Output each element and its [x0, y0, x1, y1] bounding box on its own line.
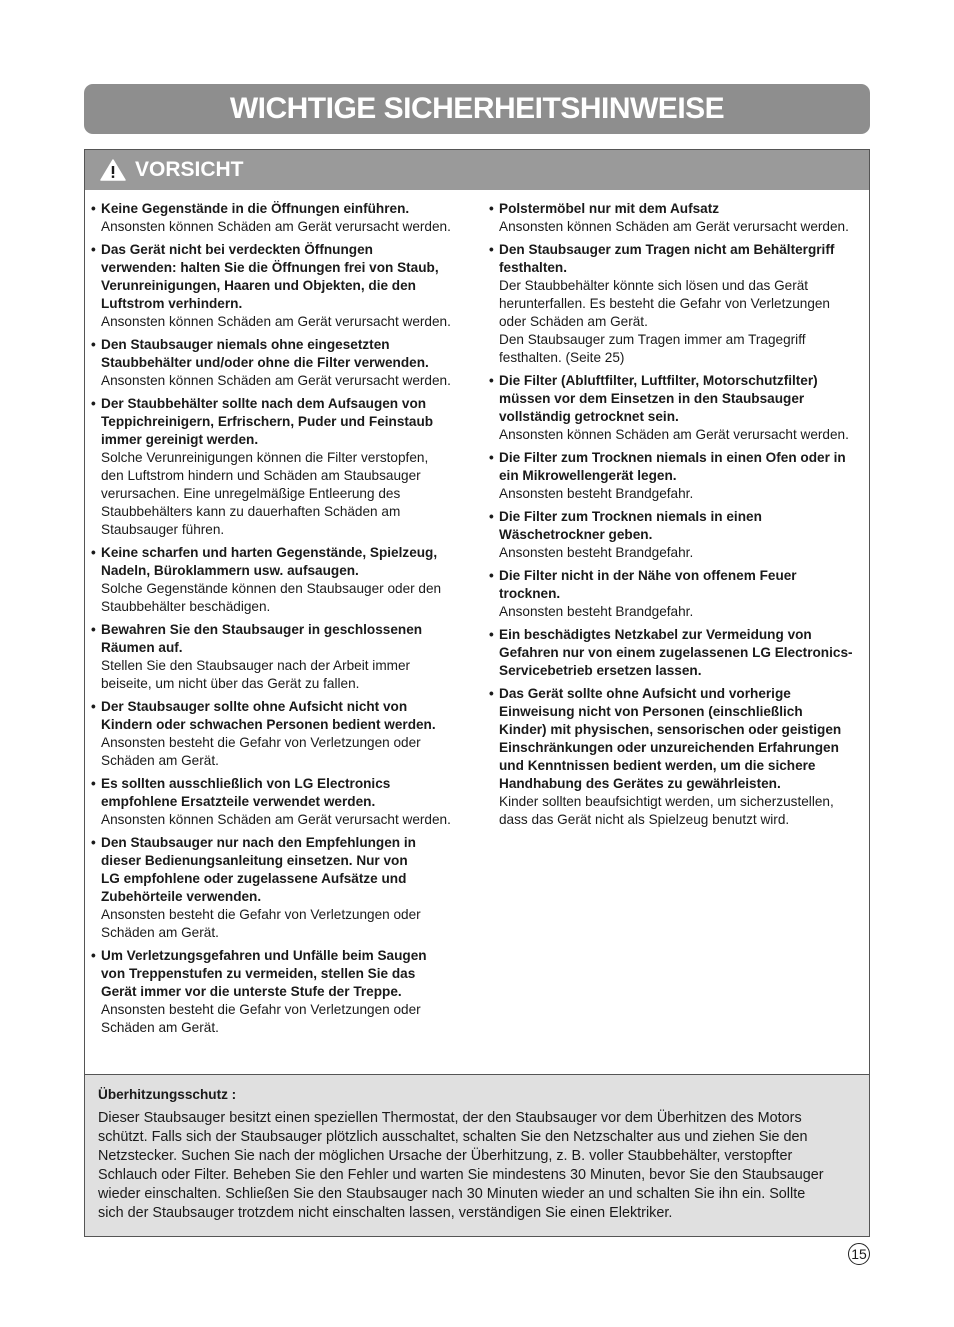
- warning-triangle-icon: [99, 158, 127, 182]
- list-item: [489, 626, 869, 680]
- bullet-marker: •: [91, 201, 96, 216]
- list-item: [91, 834, 481, 942]
- item-body: Ansonsten können Schäden am Gerät verursacht werden.: [101, 314, 451, 329]
- left-column: [91, 200, 481, 1042]
- item-heading: Den Staubsauger zum Tragen nicht am Behältergriff festhalten.: [499, 242, 835, 275]
- list-item: [489, 372, 869, 444]
- item-body: Solche Gegenstände können den Staubsauger oder den Staubbehälter beschädigen.: [101, 581, 442, 614]
- item-heading: Der Staubbehälter sollte nach dem Aufsaugen von Teppichreinigern, Erfrischern, Puder und Feinstaub immer gereinigt werden.: [101, 396, 434, 447]
- bullet-marker: •: [489, 686, 494, 701]
- bullet-marker: •: [91, 699, 96, 714]
- bullet-marker: •: [91, 545, 96, 560]
- bullet-marker: •: [91, 396, 96, 411]
- item-heading: Der Staubsauger sollte ohne Aufsicht nicht von Kindern oder schwachen Personen bedient werden.: [101, 699, 436, 732]
- bullet-marker: •: [489, 242, 494, 257]
- bullet-marker: •: [489, 568, 494, 583]
- list-item: [489, 508, 869, 562]
- item-body: Ansonsten besteht Brandgefahr.: [499, 545, 694, 560]
- item-body: Ansonsten können Schäden am Gerät verursacht werden.: [499, 427, 849, 442]
- item-heading: Die Filter (Abluftfilter, Luftfilter, Motorschutzfilter) müssen vor dem Einsetzen in den Staubsauger vollständig getrocknet sein.: [499, 373, 818, 424]
- item-body: Ansonsten besteht Brandgefahr.: [499, 604, 694, 619]
- bullet-marker: •: [489, 450, 494, 465]
- item-heading: Den Staubsauger niemals ohne eingesetzten Staubbehälter und/oder ohne die Filter verwenden.: [101, 337, 429, 370]
- item-body: Solche Verunreinigungen können die Filter verstopfen, den Luftstrom hindern und Schäden am Staubsauger verursachen. Eine unregelmäßige Entleerung des Staubbehälters kann zu dauerhaften Schäden am Staubsauger führen.: [101, 450, 429, 537]
- item-heading: Es sollten ausschließlich von LG Electronics empfohlene Ersatzteile verwendet werden.: [101, 776, 391, 809]
- item-body: Ansonsten können Schäden am Gerät verursacht werden.: [101, 812, 451, 827]
- right-column: [489, 200, 869, 834]
- list-item: [91, 395, 481, 539]
- item-heading: Die Filter zum Trocknen niemals in einen Wäschetrockner geben.: [499, 509, 762, 542]
- list-item: [91, 544, 481, 616]
- list-item: [489, 685, 869, 829]
- list-item: [489, 449, 869, 503]
- item-body: Ansonsten können Schäden am Gerät verursacht werden.: [101, 373, 451, 388]
- bullet-marker: •: [489, 509, 494, 524]
- item-heading: Bewahren Sie den Staubsauger in geschlossenen Räumen auf.: [101, 622, 423, 655]
- overheat-protection-box: [85, 1074, 869, 1236]
- bullet-marker: •: [91, 776, 96, 791]
- bullet-marker: •: [91, 835, 96, 850]
- list-item: [91, 775, 481, 829]
- page-title: WICHTIGE SICHERHEITSHINWEISE: [229, 92, 725, 125]
- item-body: Ansonsten besteht die Gefahr von Verletzungen oder Schäden am Gerät.: [101, 735, 421, 768]
- list-item: [91, 336, 481, 390]
- list-item: [91, 698, 481, 770]
- item-body: Der Staubbehälter könnte sich lösen und das Gerät herunterfallen. Es besteht die Gefahr von Verletzungen oder Schäden am Gerät. Den Staubsauger zum Tragen immer am Tragegriff festhalten. (Seite 25): [499, 278, 830, 365]
- overheat-title: Überhitzungsschutz :: [98, 1087, 237, 1102]
- item-body: Ansonsten besteht die Gefahr von Verletzungen oder Schäden am Gerät.: [101, 1002, 421, 1035]
- list-item: [489, 200, 869, 236]
- item-heading: Den Staubsauger nur nach den Empfehlungen in dieser Bedienungsanleitung einsetzen. Nur von LG empfohlene oder zugelassene Aufsätze und Zubehörteile verwenden.: [101, 835, 416, 904]
- item-heading: Das Gerät nicht bei verdeckten Öffnungen verwenden: halten Sie die Öffnungen frei von Staub, Verunreinigungen, Haaren und Objekten, die den Luftstrom verhindern.: [101, 242, 439, 311]
- item-body: Stellen Sie den Staubsauger nach der Arbeit immer beiseite, um nicht über das Gerät zu fallen.: [101, 658, 411, 691]
- item-heading: Die Filter zum Trocknen niemals in einen Ofen oder in ein Mikrowellengerät legen.: [499, 450, 846, 483]
- bullet-marker: •: [91, 242, 96, 257]
- caution-section: [84, 149, 870, 1237]
- list-item: [91, 947, 481, 1037]
- list-item: [489, 241, 869, 367]
- title-bar: [84, 84, 870, 134]
- list-item: [91, 200, 481, 236]
- item-body: Ansonsten besteht Brandgefahr.: [499, 486, 694, 501]
- item-heading: Die Filter nicht in der Nähe von offenem Feuer trocknen.: [499, 568, 797, 601]
- bullet-marker: •: [489, 201, 494, 216]
- item-heading: Um Verletzungsgefahren und Unfälle beim Saugen von Treppenstufen zu vermeiden, stellen Sie das Gerät immer vor die unterste Stufe der Treppe.: [101, 948, 427, 999]
- page-number: 15: [848, 1243, 870, 1265]
- item-body: Ansonsten können Schäden am Gerät verursacht werden.: [101, 219, 451, 234]
- item-body: Ansonsten können Schäden am Gerät verursacht werden.: [499, 219, 849, 234]
- bullet-marker: •: [489, 373, 494, 388]
- list-item: [489, 567, 869, 621]
- caution-header: [85, 150, 869, 190]
- item-heading: Ein beschädigtes Netzkabel zur Vermeidung von Gefahren nur von einem zugelassenen LG Electronics- Servicebetrieb ersetzen lassen.: [499, 627, 853, 678]
- bullet-marker: •: [91, 948, 96, 963]
- list-item: [91, 621, 481, 693]
- item-heading: Polstermöbel nur mit dem Aufsatz: [499, 201, 720, 216]
- item-body: Kinder sollten beaufsichtigt werden, um sicherzustellen, dass das Gerät nicht als Spielzeug benutzt wird.: [499, 794, 834, 827]
- list-item: [91, 241, 481, 331]
- item-body: Ansonsten besteht die Gefahr von Verletzungen oder Schäden am Gerät.: [101, 907, 421, 940]
- item-heading: Keine Gegenstände in die Öffnungen einführen.: [101, 201, 410, 216]
- overheat-text: Dieser Staubsauger besitzt einen speziellen Thermostat, der den Staubsauger vor dem Überhitzen des Motors schützt. Falls sich der Staubsauger plötzlich ausschaltet, schalten Sie den Netzschalter aus und ziehen Sie den Netzstecker. Suchen Sie nach der möglichen Ursache der Überhitzung, z. B. voller Staubbehälter, verstopfter Schlauch oder Filter. Beheben Sie den Fehler und warten Sie mindestens 30 Minuten, bevor Sie den Staubsauger wieder einschalten. Schließen Sie den Staubsauger nach 30 Minuten wieder an und schalten Sie ihn ein. Sollte sich der Staubsauger trotzdem nicht einschalten lassen, verständigen Sie einen Elektriker.: [98, 1110, 824, 1221]
- item-heading: Keine scharfen und harten Gegenstände, Spielzeug, Nadeln, Büroklammern usw. aufsaugen.: [101, 545, 438, 578]
- bullet-marker: •: [91, 622, 96, 637]
- caution-label: VORSICHT: [135, 158, 244, 181]
- bullet-marker: •: [91, 337, 96, 352]
- bullet-marker: •: [489, 627, 494, 642]
- item-heading: Das Gerät sollte ohne Aufsicht und vorherige Einweisung nicht von Personen (einschließlich Kinder) mit physischen, sensorischen oder geistigen Einschränkungen oder unzureichenden Erfahrungen und Kenntnissen bedient werden, um die sichere Handhabung des Gerätes zu gewährleisten.: [499, 686, 842, 791]
